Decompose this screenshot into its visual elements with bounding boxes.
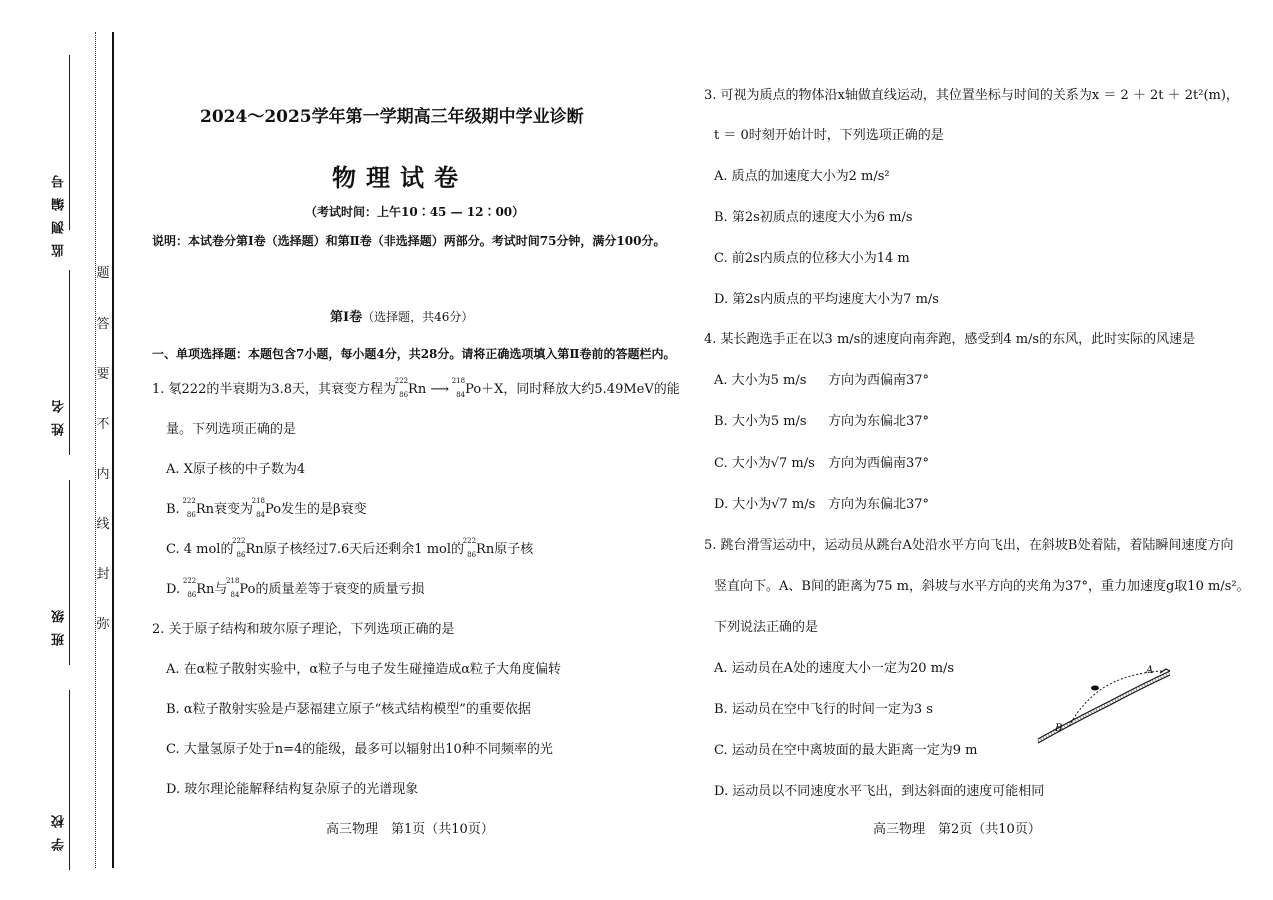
field-label-class: 班级 xyxy=(52,600,67,646)
point-a-label: A xyxy=(1146,665,1154,676)
part-heading: 一、单项选择题：本题包含7小题，每小题4分，共28分。请将正确选项填入第Ⅱ卷前的答题栏内。 xyxy=(152,347,676,361)
q4-option-a-dir: 方向为西偏南37° xyxy=(828,373,930,388)
q1-option-a: A. X原子核的中子数为4 xyxy=(166,462,306,477)
field-line-class xyxy=(69,480,70,665)
skier-icon xyxy=(1091,686,1099,691)
exam-time: （考试时间：上午10∶45 — 12∶00） xyxy=(305,205,525,219)
field-line-school xyxy=(69,690,70,870)
q4-option-c-dir: 方向为西偏南37° xyxy=(828,456,930,471)
field-label-id: 监测编号 xyxy=(52,165,67,257)
q4-option-b-dir: 方向为东偏北37° xyxy=(828,414,930,429)
q1-option-d: D. 222 86 Rn与 218 84 Po的质量差等于衰变的质量亏损 xyxy=(166,577,425,599)
q2-option-b: B. α粒子散射实验是卢瑟福建立原子“核式结构模型”的重要依据 xyxy=(166,702,531,717)
section-heading: 第Ⅰ卷（选择题，共46分） xyxy=(330,310,474,325)
q5-option-b: B. 运动员在空中飞行的时间一定为3 s xyxy=(714,702,933,717)
subject-title: 物理试卷 xyxy=(332,163,468,192)
q5-stem-cont: 竖直向下。A、B间的距离为75 m，斜坡与水平方向的夹角为37°，重力加速度g取10 m/s²。 xyxy=(714,579,1250,594)
q4-option-b-mag: B. 大小为5 m/s xyxy=(714,414,807,429)
q5-option-d: D. 运动员以不同速度水平飞出，到达斜面的速度可能相同 xyxy=(714,784,1045,799)
field-label-name: 姓名 xyxy=(52,390,67,436)
field-line-name xyxy=(69,270,70,455)
exam-title: 2024～2025学年第一学期高三年级期中学业诊断 xyxy=(200,107,584,127)
q4-option-d-dir: 方向为东偏北37° xyxy=(828,497,930,512)
q4-option-a-mag: A. 大小为5 m/s xyxy=(714,373,807,388)
q3-stem: 3. 可视为质点的物体沿x轴做直线运动，其位置坐标与时间的关系为x ＝ 2 ＋ 2t ＋ 2t²(m)， xyxy=(704,88,1239,103)
q1-stem-cont: 量。下列选项正确的是 xyxy=(166,422,297,437)
q4-option-d-mag: D. 大小为√7 m/s xyxy=(714,497,816,512)
q2-option-a: A. 在α粒子散射实验中，α粒子与电子发生碰撞造成α粒子大角度偏转 xyxy=(166,662,561,677)
right-footer: 高三物理 第2页（共10页） xyxy=(873,822,1041,837)
q1-option-c: C. 4 mol的 222 86 Rn原子核经过7.6天后还剩余1 mol的 222 86 Rn原子核 xyxy=(166,537,534,559)
left-footer: 高三物理 第1页（共10页） xyxy=(326,822,494,837)
q5-stem-cont2: 下列说法正确的是 xyxy=(714,620,819,635)
q4-stem: 4. 某长跑选手正在以3 m/s的速度向南奔跑，感受到4 m/s的东风，此时实际的风速是 xyxy=(704,332,1196,347)
field-label-school: 学校 xyxy=(52,805,67,851)
q5-stem: 5. 跳台滑雪运动中，运动员从跳台A处沿水平方向飞出，在斜坡B处着陆，着陆瞬间速度方向 xyxy=(704,538,1234,553)
binding-dotted-line xyxy=(95,32,96,868)
q3-option-c: C. 前2s内质点的位移大小为14 m xyxy=(714,251,910,266)
q1-stem: 1. 氡222的半衰期为3.8天，其衰变方程为 222 86 Rn ⟶ 218 84 Po＋X，同时释放大约5.49MeV的能 xyxy=(152,377,680,399)
ski-jump-figure xyxy=(1030,655,1175,750)
binding-solid-line xyxy=(112,32,114,868)
q2-stem: 2. 关于原子结构和玻尔原子理论，下列选项正确的是 xyxy=(152,622,455,637)
q4-option-c-mag: C. 大小为√7 m/s xyxy=(714,456,815,471)
q5-option-c: C. 运动员在空中离坡面的最大距离一定为9 m xyxy=(714,743,978,758)
instructions: 说明：本试卷分第Ⅰ卷（选择题）和第Ⅱ卷（非选择题）两部分。考试时间75分钟，满分100分。 xyxy=(152,234,666,248)
q3-option-d: D. 第2s内质点的平均速度大小为7 m/s xyxy=(714,292,939,307)
q1-option-b: B. 222 86 Rn衰变为 218 84 Po发生的是β衰变 xyxy=(166,497,367,519)
q2-option-c: C. 大量氢原子处于n=4的能级，最多可以辐射出10种不同频率的光 xyxy=(166,742,553,757)
field-line-id xyxy=(69,55,70,230)
q3-option-a: A. 质点的加速度大小为2 m/s² xyxy=(714,169,890,184)
q3-stem-cont: t ＝ 0时刻开始计时，下列选项正确的是 xyxy=(714,128,944,143)
q3-option-b: B. 第2s初质点的速度大小为6 m/s xyxy=(714,210,913,225)
q5-option-a: A. 运动员在A处的速度大小一定为20 m/s xyxy=(714,661,955,676)
point-b-label: B xyxy=(1055,723,1063,734)
q2-option-d: D. 玻尔理论能解释结构复杂原子的光谱现象 xyxy=(166,782,419,797)
